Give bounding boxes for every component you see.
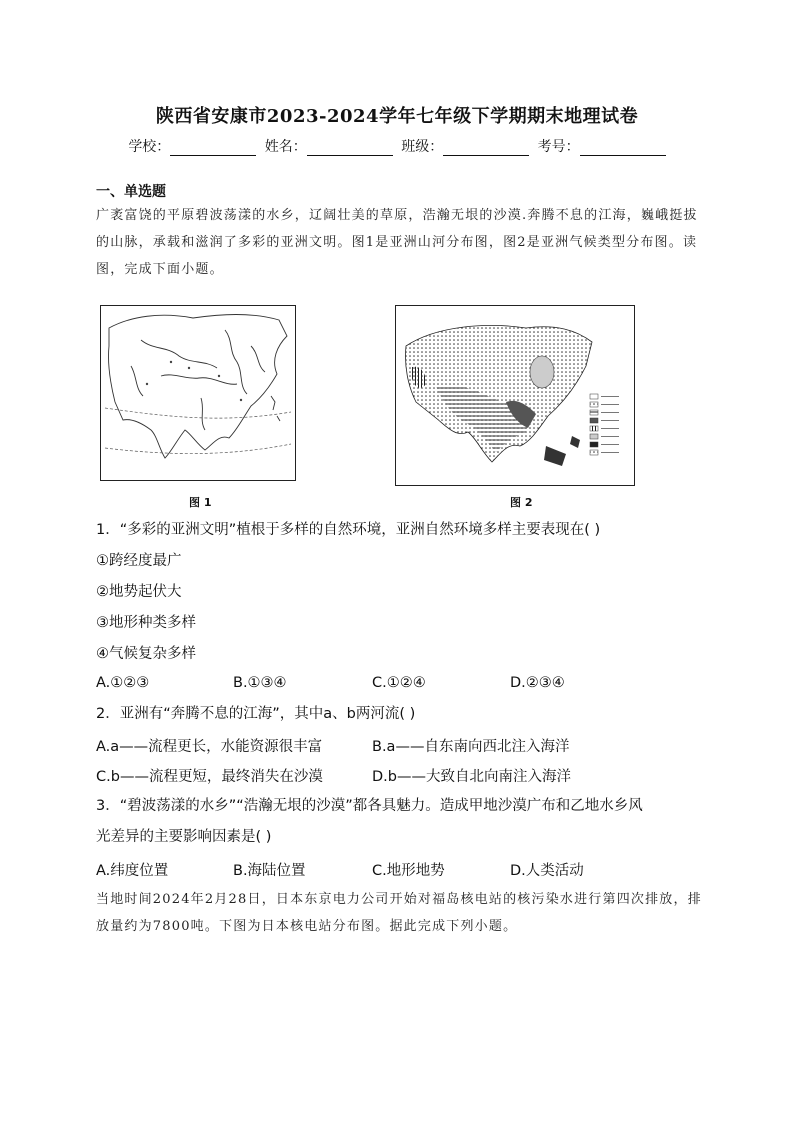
question-3-stem: 3．“碧波荡漾的水乡”“浩瀚无垠的沙漠”都各具魅力。造成甲地沙漠广布和乙地水乡风	[96, 798, 643, 814]
climate-legend	[590, 394, 619, 455]
name-blank[interactable]	[307, 141, 393, 156]
question-3-stem-cont: 光差异的主要影响因素是( )	[96, 829, 272, 845]
school-label: 学校：	[128, 139, 171, 155]
question-1-item: ③地形种类多样	[96, 615, 196, 631]
figure-1-caption: 图 1	[189, 496, 212, 509]
question-1-item: ②地势起伏大	[96, 584, 182, 600]
question-2-option-c[interactable]: C.b——流程更短，最终消失在沙漠	[96, 769, 323, 785]
question-2-stem: 2．亚洲有“奔腾不息的江海”，其中a、b两河流( )	[96, 706, 416, 722]
reading-passage-2: 当地时间2024年2月28日，日本东京电力公司开始对福岛核电站的核污染水进行第四次排放，排放量约为7800吨。下图为日本核电站分布图。据此完成下列小题。	[96, 892, 702, 934]
section-heading: 一、单选题	[96, 184, 166, 200]
question-3-option-c[interactable]: C.地形地势	[372, 863, 445, 879]
question-1-item: ④气候复杂多样	[96, 646, 196, 662]
question-2-option-d[interactable]: D.b——大致自北向南注入海洋	[372, 769, 571, 785]
school-blank[interactable]	[170, 141, 256, 156]
page-title: 陕西省安康市2023-2024学年七年级下学期期末地理试卷	[155, 106, 639, 127]
question-2-option-a[interactable]: A.a——流程更长，水能资源很丰富	[96, 739, 323, 755]
question-2-option-b[interactable]: B.a——自东南向西北注入海洋	[372, 739, 570, 755]
question-3-option-b[interactable]: B.海陆位置	[233, 863, 306, 879]
class-label: 班级：	[401, 139, 444, 155]
number-label: 考号：	[537, 139, 580, 155]
student-info-line	[0, 136, 794, 156]
asia-climate-map	[396, 306, 634, 485]
asia-outline-map	[101, 306, 295, 480]
figure-2-caption: 图 2	[510, 496, 533, 509]
question-1-option-b[interactable]: B.①③④	[233, 675, 287, 691]
name-label: 姓名：	[264, 139, 307, 155]
figure-1-asia-river-map	[100, 305, 296, 481]
question-1-option-c[interactable]: C.①②④	[372, 675, 426, 691]
number-blank[interactable]	[580, 141, 666, 156]
question-3-option-a[interactable]: A.纬度位置	[96, 863, 169, 879]
reading-passage-1: 广袤富饶的平原碧波荡漾的水乡，辽阔壮美的草原，浩瀚无垠的沙漠.奔腾不息的江海，巍峨挺拔的山脉，承载和滋润了多彩的亚洲文明。图1是亚洲山河分布图，图2是亚洲气候类型分布图。读图，完成下面小题。	[96, 208, 698, 277]
figure-2-asia-climate-map	[395, 305, 635, 486]
question-3-option-d[interactable]: D.人类活动	[510, 863, 584, 879]
class-blank[interactable]	[443, 141, 529, 156]
question-1-item: ①跨经度最广	[96, 553, 182, 569]
question-1-option-d[interactable]: D.②③④	[510, 675, 565, 691]
question-1-option-a[interactable]: A.①②③	[96, 675, 150, 691]
question-1-stem: 1．“多彩的亚洲文明”植根于多样的自然环境，亚洲自然环境多样主要表现在( )	[96, 522, 601, 538]
